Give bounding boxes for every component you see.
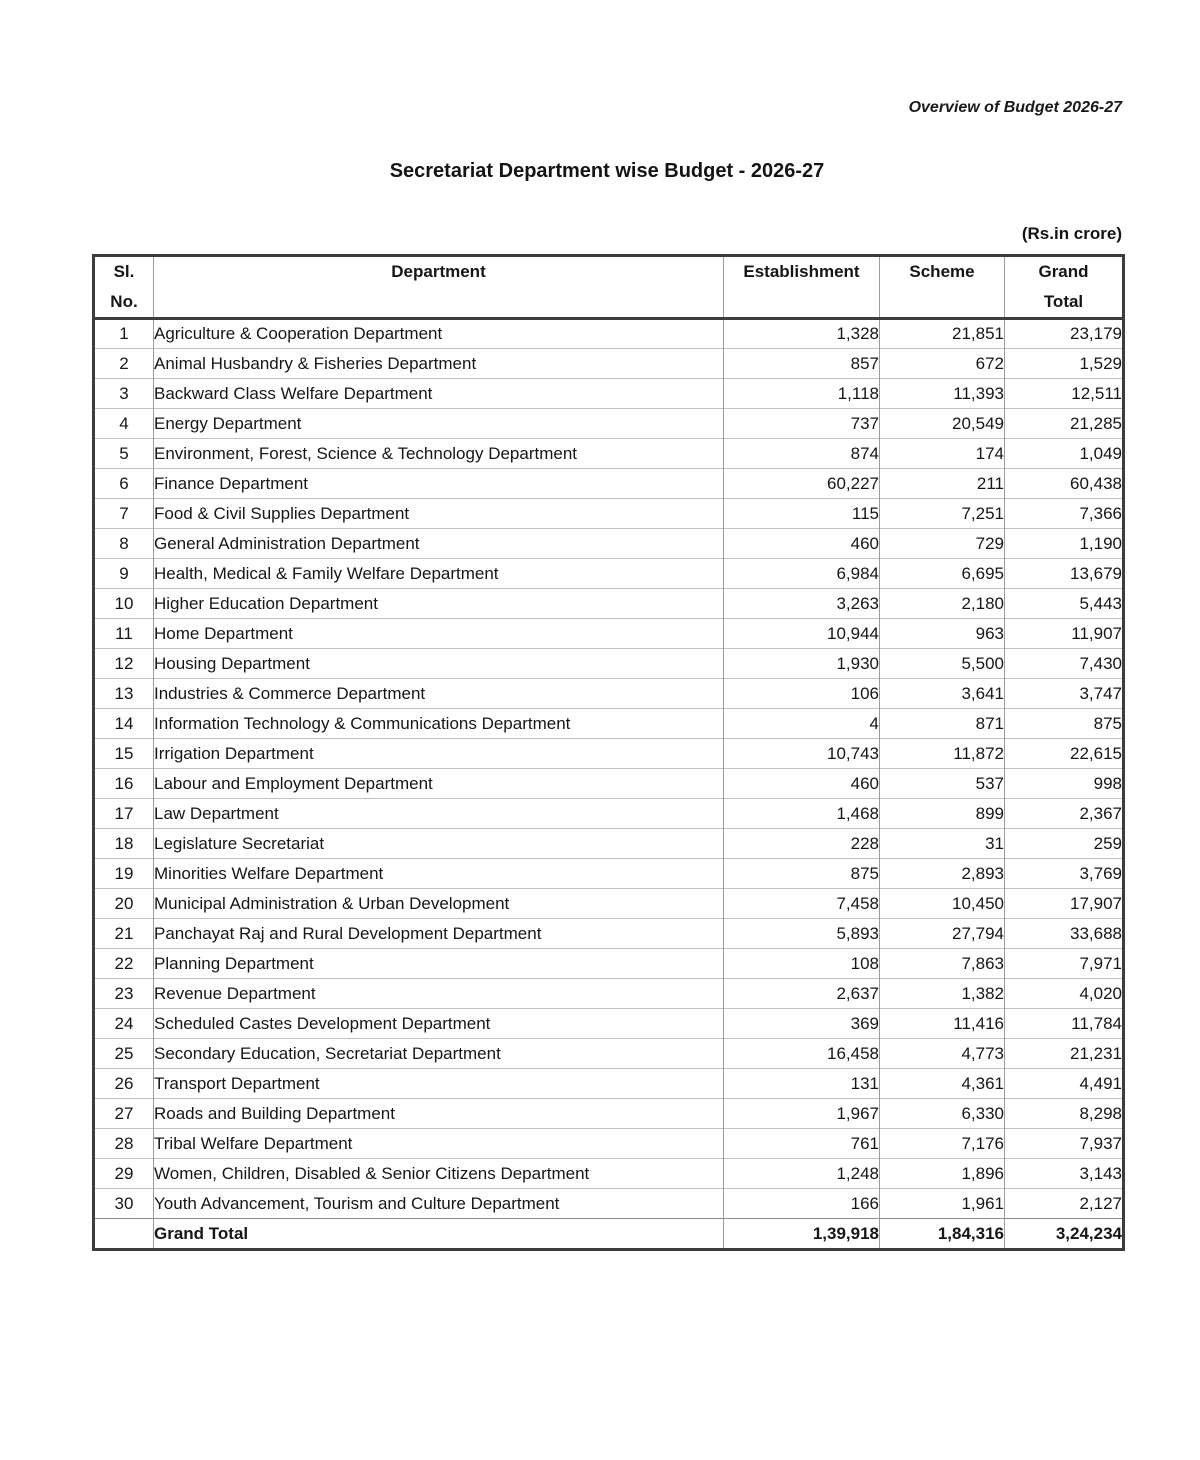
table-row bbox=[94, 499, 1124, 529]
cell-establishment: 857 bbox=[724, 349, 880, 379]
cell-department: Finance Department bbox=[154, 469, 724, 499]
cell-grand-total: 4,020 bbox=[1005, 979, 1124, 1009]
table-row bbox=[94, 709, 1124, 739]
cell-sl-no: 26 bbox=[94, 1069, 154, 1099]
cell-grand-total: 5,443 bbox=[1005, 589, 1124, 619]
cell-grand-total: 8,298 bbox=[1005, 1099, 1124, 1129]
cell-department: Tribal Welfare Department bbox=[154, 1129, 724, 1159]
cell-department: Revenue Department bbox=[154, 979, 724, 1009]
cell-department: Roads and Building Department bbox=[154, 1099, 724, 1129]
cell-sl-no: 22 bbox=[94, 949, 154, 979]
cell-sl-no: 16 bbox=[94, 769, 154, 799]
table-row bbox=[94, 409, 1124, 439]
cell-department: Animal Husbandry & Fisheries Department bbox=[154, 349, 724, 379]
cell-scheme: 1,382 bbox=[880, 979, 1005, 1009]
cell-scheme: 537 bbox=[880, 769, 1005, 799]
table-row bbox=[94, 439, 1124, 469]
cell-department: General Administration Department bbox=[154, 529, 724, 559]
cell-sl-no: 25 bbox=[94, 1039, 154, 1069]
cell-establishment: 761 bbox=[724, 1129, 880, 1159]
cell-scheme: 5,500 bbox=[880, 649, 1005, 679]
cell-department: Energy Department bbox=[154, 409, 724, 439]
grand-total-row bbox=[94, 1219, 1124, 1250]
cell-grand-total: 22,615 bbox=[1005, 739, 1124, 769]
cell-department: Higher Education Department bbox=[154, 589, 724, 619]
header-grand-total-line1: Grand bbox=[1038, 262, 1089, 281]
cell-grand-total: 1,190 bbox=[1005, 529, 1124, 559]
cell-department: Home Department bbox=[154, 619, 724, 649]
cell-scheme: 11,393 bbox=[880, 379, 1005, 409]
cell-grand-total: 1,529 bbox=[1005, 349, 1124, 379]
cell-scheme: 7,176 bbox=[880, 1129, 1005, 1159]
cell-grand-total: 3,143 bbox=[1005, 1159, 1124, 1189]
table-body bbox=[94, 319, 1124, 1250]
table-row bbox=[94, 1129, 1124, 1159]
cell-establishment: 106 bbox=[724, 679, 880, 709]
cell-scheme: 6,695 bbox=[880, 559, 1005, 589]
table-row bbox=[94, 619, 1124, 649]
cell-grand-total: 875 bbox=[1005, 709, 1124, 739]
cell-department: Environment, Forest, Science & Technology Department bbox=[154, 439, 724, 469]
page-watermark: Overview of Budget 2026-27 bbox=[908, 99, 1122, 116]
cell-department: Panchayat Raj and Rural Development Department bbox=[154, 919, 724, 949]
cell-sl-no: 21 bbox=[94, 919, 154, 949]
table-row bbox=[94, 769, 1124, 799]
cell-establishment: 4 bbox=[724, 709, 880, 739]
cell-grand-total: 21,285 bbox=[1005, 409, 1124, 439]
table-row bbox=[94, 859, 1124, 889]
cell-grand-total: 12,511 bbox=[1005, 379, 1124, 409]
cell-grand-total: 7,971 bbox=[1005, 949, 1124, 979]
table-row bbox=[94, 469, 1124, 499]
cell-establishment: 1,248 bbox=[724, 1159, 880, 1189]
cell-scheme: 4,361 bbox=[880, 1069, 1005, 1099]
header-department-label: Department bbox=[391, 262, 486, 281]
cell-department: Planning Department bbox=[154, 949, 724, 979]
cell-scheme: 174 bbox=[880, 439, 1005, 469]
cell-scheme: 11,416 bbox=[880, 1009, 1005, 1039]
cell-grand-total: 13,679 bbox=[1005, 559, 1124, 589]
cell-sl-no: 4 bbox=[94, 409, 154, 439]
table-row bbox=[94, 739, 1124, 769]
cell-department: Law Department bbox=[154, 799, 724, 829]
cell-sl-no: 9 bbox=[94, 559, 154, 589]
cell-scheme: 871 bbox=[880, 709, 1005, 739]
cell-grand-total: 2,367 bbox=[1005, 799, 1124, 829]
cell-scheme: 1,961 bbox=[880, 1189, 1005, 1219]
cell-establishment: 7,458 bbox=[724, 889, 880, 919]
header-grand-total bbox=[1005, 256, 1124, 319]
currency-unit-label: (Rs.in crore) bbox=[1021, 224, 1122, 243]
cell-grand-total: 11,784 bbox=[1005, 1009, 1124, 1039]
cell-scheme: 899 bbox=[880, 799, 1005, 829]
cell-establishment: 131 bbox=[724, 1069, 880, 1099]
cell-department: Information Technology & Communications Department bbox=[154, 709, 724, 739]
cell-establishment: 5,893 bbox=[724, 919, 880, 949]
cell-establishment: 10,944 bbox=[724, 619, 880, 649]
cell-sl-no: 24 bbox=[94, 1009, 154, 1039]
cell-sl-no: 27 bbox=[94, 1099, 154, 1129]
cell-grand-total: 7,430 bbox=[1005, 649, 1124, 679]
table-row bbox=[94, 1099, 1124, 1129]
table-row bbox=[94, 379, 1124, 409]
cell-scheme: 11,872 bbox=[880, 739, 1005, 769]
grand-total-sl-cell bbox=[94, 1219, 154, 1250]
cell-scheme: 10,450 bbox=[880, 889, 1005, 919]
cell-grand-total: 11,907 bbox=[1005, 619, 1124, 649]
cell-scheme: 729 bbox=[880, 529, 1005, 559]
cell-sl-no: 11 bbox=[94, 619, 154, 649]
cell-department: Backward Class Welfare Department bbox=[154, 379, 724, 409]
cell-establishment: 369 bbox=[724, 1009, 880, 1039]
cell-grand-total: 998 bbox=[1005, 769, 1124, 799]
cell-sl-no: 10 bbox=[94, 589, 154, 619]
table-row bbox=[94, 889, 1124, 919]
cell-establishment: 460 bbox=[724, 769, 880, 799]
header-scheme bbox=[880, 256, 1005, 319]
table-row bbox=[94, 799, 1124, 829]
table-row bbox=[94, 649, 1124, 679]
cell-scheme: 6,330 bbox=[880, 1099, 1005, 1129]
header-grand-total-line2: Total bbox=[1043, 292, 1084, 311]
header-sl-no-line1: Sl. bbox=[113, 262, 135, 281]
cell-sl-no: 23 bbox=[94, 979, 154, 1009]
cell-establishment: 1,468 bbox=[724, 799, 880, 829]
table-row bbox=[94, 829, 1124, 859]
cell-grand-total: 4,491 bbox=[1005, 1069, 1124, 1099]
cell-establishment: 1,967 bbox=[724, 1099, 880, 1129]
cell-department: Youth Advancement, Tourism and Culture Department bbox=[154, 1189, 724, 1219]
cell-scheme: 7,863 bbox=[880, 949, 1005, 979]
cell-sl-no: 13 bbox=[94, 679, 154, 709]
cell-sl-no: 18 bbox=[94, 829, 154, 859]
cell-department: Health, Medical & Family Welfare Department bbox=[154, 559, 724, 589]
cell-scheme: 3,641 bbox=[880, 679, 1005, 709]
cell-scheme: 4,773 bbox=[880, 1039, 1005, 1069]
cell-scheme: 27,794 bbox=[880, 919, 1005, 949]
budget-table bbox=[92, 254, 1125, 1251]
header-sl-no bbox=[94, 256, 154, 319]
cell-sl-no: 19 bbox=[94, 859, 154, 889]
cell-sl-no: 7 bbox=[94, 499, 154, 529]
table-header-row bbox=[94, 256, 1124, 319]
cell-sl-no: 29 bbox=[94, 1159, 154, 1189]
cell-sl-no: 15 bbox=[94, 739, 154, 769]
cell-department: Scheduled Castes Development Department bbox=[154, 1009, 724, 1039]
header-establishment-label: Establishment bbox=[743, 262, 860, 281]
cell-grand-total: 23,179 bbox=[1005, 319, 1124, 349]
grand-total-scheme-cell: 1,84,316 bbox=[880, 1219, 1005, 1250]
cell-sl-no: 12 bbox=[94, 649, 154, 679]
cell-scheme: 2,180 bbox=[880, 589, 1005, 619]
header-department bbox=[154, 256, 724, 319]
cell-sl-no: 17 bbox=[94, 799, 154, 829]
cell-grand-total: 3,769 bbox=[1005, 859, 1124, 889]
table-row bbox=[94, 979, 1124, 1009]
cell-establishment: 875 bbox=[724, 859, 880, 889]
cell-establishment: 1,118 bbox=[724, 379, 880, 409]
table-row bbox=[94, 589, 1124, 619]
cell-sl-no: 5 bbox=[94, 439, 154, 469]
cell-grand-total: 21,231 bbox=[1005, 1039, 1124, 1069]
grand-total-establishment-cell: 1,39,918 bbox=[724, 1219, 880, 1250]
table-row bbox=[94, 949, 1124, 979]
cell-establishment: 115 bbox=[724, 499, 880, 529]
table-row bbox=[94, 919, 1124, 949]
cell-scheme: 211 bbox=[880, 469, 1005, 499]
cell-department: Food & Civil Supplies Department bbox=[154, 499, 724, 529]
cell-scheme: 963 bbox=[880, 619, 1005, 649]
cell-grand-total: 1,049 bbox=[1005, 439, 1124, 469]
grand-total-total-cell: 3,24,234 bbox=[1005, 1219, 1124, 1250]
cell-establishment: 166 bbox=[724, 1189, 880, 1219]
cell-grand-total: 3,747 bbox=[1005, 679, 1124, 709]
cell-establishment: 228 bbox=[724, 829, 880, 859]
cell-establishment: 1,328 bbox=[724, 319, 880, 349]
cell-sl-no: 30 bbox=[94, 1189, 154, 1219]
cell-grand-total: 259 bbox=[1005, 829, 1124, 859]
table-row bbox=[94, 679, 1124, 709]
cell-department: Secondary Education, Secretariat Department bbox=[154, 1039, 724, 1069]
grand-total-label-cell: Grand Total bbox=[154, 1219, 724, 1250]
page-title: Secretariat Department wise Budget - 2026-27 bbox=[389, 160, 825, 182]
cell-establishment: 874 bbox=[724, 439, 880, 469]
cell-establishment: 6,984 bbox=[724, 559, 880, 589]
cell-scheme: 20,549 bbox=[880, 409, 1005, 439]
cell-grand-total: 7,366 bbox=[1005, 499, 1124, 529]
cell-grand-total: 17,907 bbox=[1005, 889, 1124, 919]
cell-grand-total: 60,438 bbox=[1005, 469, 1124, 499]
cell-sl-no: 14 bbox=[94, 709, 154, 739]
cell-department: Women, Children, Disabled & Senior Citizens Department bbox=[154, 1159, 724, 1189]
cell-sl-no: 3 bbox=[94, 379, 154, 409]
table-row bbox=[94, 529, 1124, 559]
cell-sl-no: 6 bbox=[94, 469, 154, 499]
cell-establishment: 737 bbox=[724, 409, 880, 439]
cell-department: Transport Department bbox=[154, 1069, 724, 1099]
header-scheme-label: Scheme bbox=[909, 262, 975, 281]
cell-sl-no: 28 bbox=[94, 1129, 154, 1159]
cell-sl-no: 1 bbox=[94, 319, 154, 349]
cell-sl-no: 8 bbox=[94, 529, 154, 559]
table-row bbox=[94, 559, 1124, 589]
cell-scheme: 1,896 bbox=[880, 1159, 1005, 1189]
table-header bbox=[94, 256, 1124, 319]
cell-department: Minorities Welfare Department bbox=[154, 859, 724, 889]
header-establishment bbox=[724, 256, 880, 319]
table-row bbox=[94, 1159, 1124, 1189]
cell-sl-no: 20 bbox=[94, 889, 154, 919]
cell-scheme: 7,251 bbox=[880, 499, 1005, 529]
cell-establishment: 2,637 bbox=[724, 979, 880, 1009]
cell-establishment: 108 bbox=[724, 949, 880, 979]
table-row bbox=[94, 1039, 1124, 1069]
table-row bbox=[94, 1009, 1124, 1039]
cell-scheme: 21,851 bbox=[880, 319, 1005, 349]
cell-establishment: 60,227 bbox=[724, 469, 880, 499]
cell-grand-total: 33,688 bbox=[1005, 919, 1124, 949]
table-row bbox=[94, 319, 1124, 349]
cell-department: Industries & Commerce Department bbox=[154, 679, 724, 709]
cell-department: Agriculture & Cooperation Department bbox=[154, 319, 724, 349]
cell-department: Irrigation Department bbox=[154, 739, 724, 769]
cell-department: Housing Department bbox=[154, 649, 724, 679]
cell-grand-total: 2,127 bbox=[1005, 1189, 1124, 1219]
cell-scheme: 672 bbox=[880, 349, 1005, 379]
cell-scheme: 2,893 bbox=[880, 859, 1005, 889]
cell-establishment: 16,458 bbox=[724, 1039, 880, 1069]
cell-scheme: 31 bbox=[880, 829, 1005, 859]
table-row bbox=[94, 349, 1124, 379]
cell-establishment: 1,930 bbox=[724, 649, 880, 679]
cell-department: Municipal Administration & Urban Development bbox=[154, 889, 724, 919]
cell-department: Legislature Secretariat bbox=[154, 829, 724, 859]
cell-department: Labour and Employment Department bbox=[154, 769, 724, 799]
cell-sl-no: 2 bbox=[94, 349, 154, 379]
cell-establishment: 3,263 bbox=[724, 589, 880, 619]
header-sl-no-line2: No. bbox=[110, 292, 138, 311]
cell-establishment: 460 bbox=[724, 529, 880, 559]
table-row bbox=[94, 1189, 1124, 1219]
cell-establishment: 10,743 bbox=[724, 739, 880, 769]
cell-grand-total: 7,937 bbox=[1005, 1129, 1124, 1159]
table-row bbox=[94, 1069, 1124, 1099]
